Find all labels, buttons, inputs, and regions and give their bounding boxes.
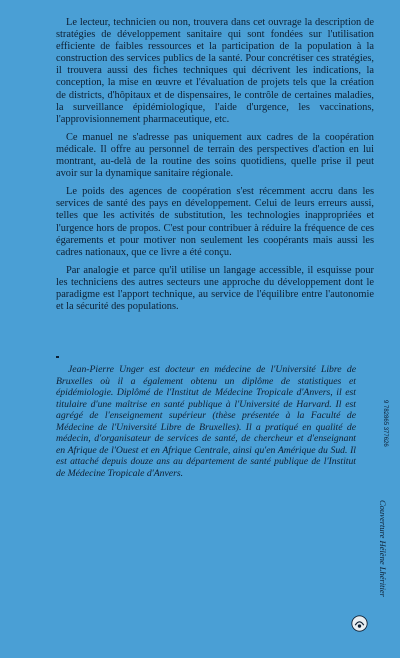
description-text: [56, 17, 374, 319]
cover-credit: Couverture Hélène Lhéritier: [378, 500, 388, 597]
paragraph-4: Par analogie et parce qu'il utilise un langage accessible, il esquisse pour les techniciens des autres secteurs une approche du développement dont le paradigme est l'apport technique, au service de l'équilibre entre l'autonomie et la sécurité des populations.: [56, 264, 374, 313]
paragraph-2: Ce manuel ne s'adresse pas uniquement aux cadres de la coopération médicale. Il offre au personnel de terrain des perspectives d'action en lui montrant, au-delà de la routine des soins quotidiens, quelle prise il peut avoir sur la dynamique sanitaire régionale.: [56, 131, 374, 180]
isbn-code: 9 782865 377626: [382, 400, 388, 447]
author-bio: Jean-Pierre Unger est docteur en médecine de l'Université Libre de Bruxelles où il a également obtenu un diplôme de statistiques et épidémiologie. Diplômé de l'Institut de Médecine Tropicale d'Anvers, il est titulaire d'une maîtrise en santé publique à l'Université de Harvard. Il est agrégé de l'enseignement supérieur (thèse présentée à la Faculté de Médecine de l'Université Libre de Bruxelles). Il a pratiqué en qualité de médecin, d'organisateur de services de santé, de chercheur et d'enseignant en Afrique de l'Ouest et en Afrique Centrale, ainsi qu'en Amérique du Sud. Il est attaché depuis douze ans au département de santé publique de l'Institut de Médecine Tropicale d'Anvers.: [56, 364, 356, 479]
paragraph-3: Le poids des agences de coopération s'est récemment accru dans les services de santé des pays en développement. Celui de leurs erreurs aussi, telles que les activités de substitution, les technologies inappropriées et l'urgence hors de propos. C'est pour contribuer à réduire la fréquence de ces égarements et pour motiver non seulement les coopérants mais aussi les cadres nationaux, que ce livre a été conçu.: [56, 186, 374, 258]
paragraph-1: Le lecteur, technicien ou non, trouvera dans cet ouvrage la description de stratégies de développement sanitaire qui sont fondées sur l'utilisation efficiente de faibles ressources et la participation de la population à la construction des services publics de la santé. Pour concrétiser ces stratégies, il trouvera aussi des fiches techniques qui décrivent les indications, la conception, la mise en œuvre et l'évaluation de projets tels que la création de districts, d'hôpitaux et de dispensaires, le contrôle de certaines maladies, la surveillance épidémiologique, l'aide d'urgence, les vaccinations, l'approvisionnement pharmaceutique, etc.: [56, 17, 374, 125]
publisher-logo-icon: [351, 615, 368, 632]
section-divider: [56, 356, 59, 358]
